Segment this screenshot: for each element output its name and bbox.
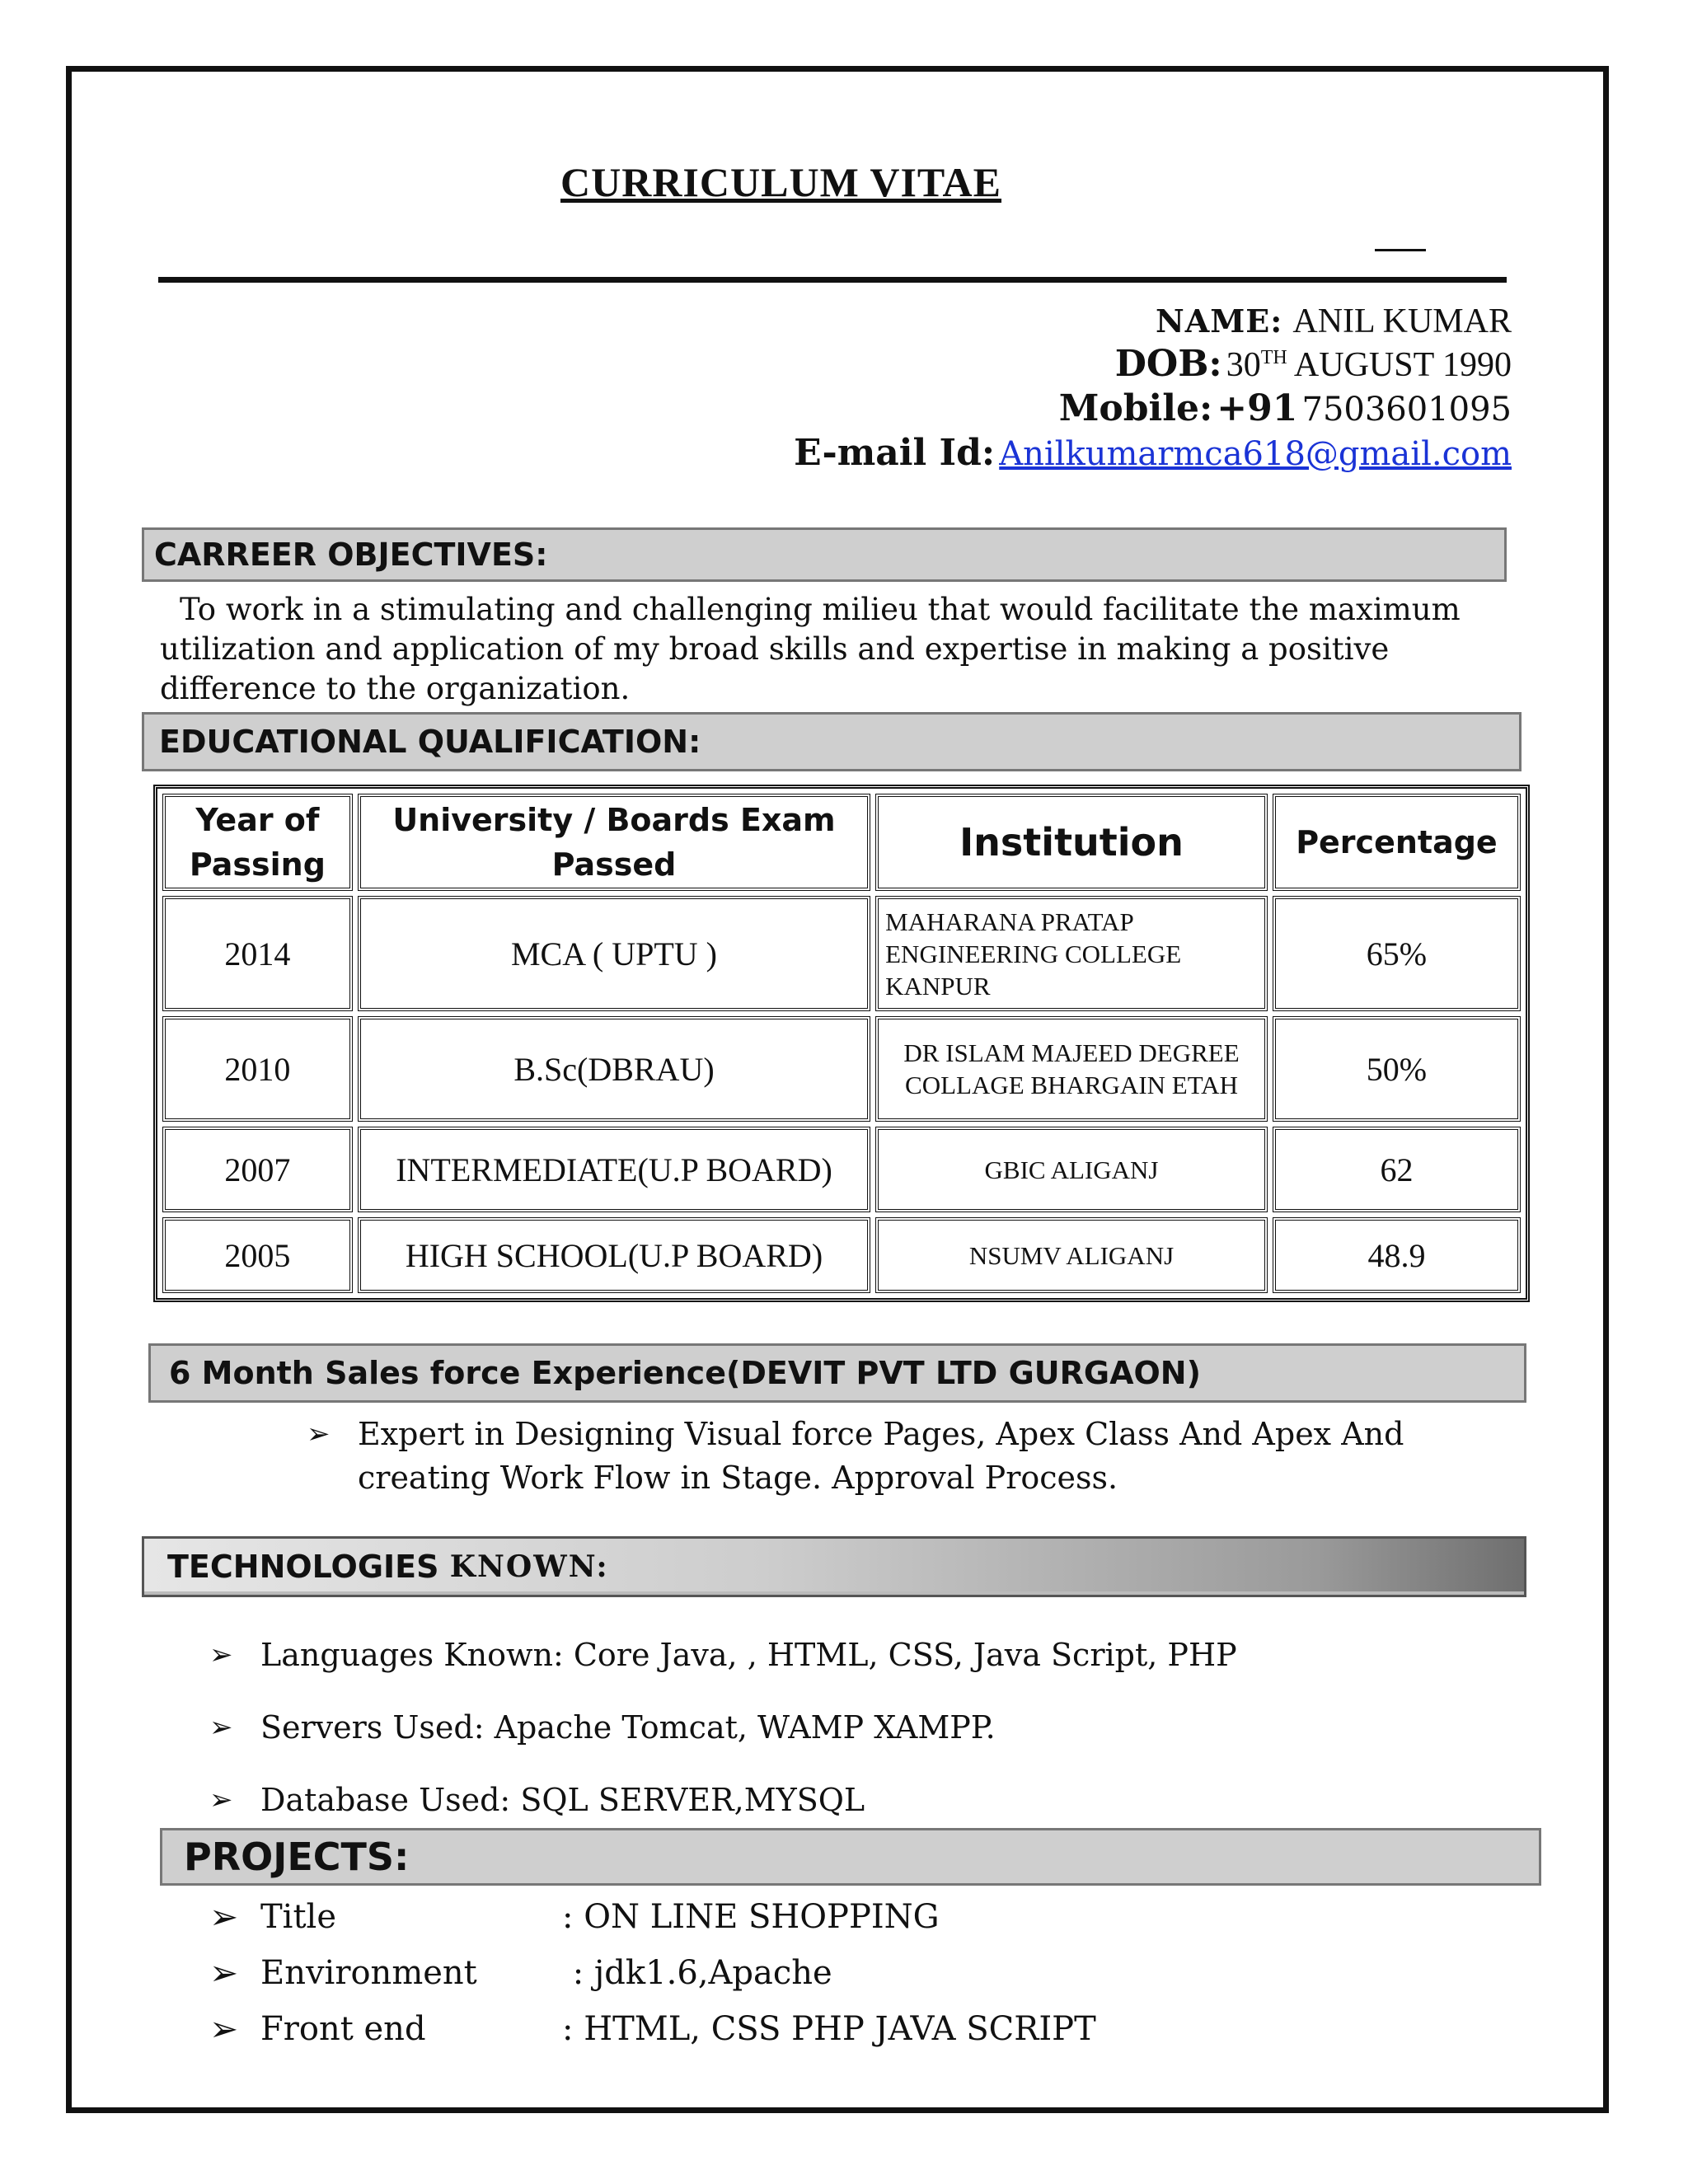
table-header-row [162, 794, 1521, 891]
arrow-bullet-icon: ➢ [209, 1711, 233, 1744]
experience-heading: 6 Month Sales force Experience(DEVIT PVT LTD GURGAON) [148, 1343, 1526, 1403]
cell-exam: MCA ( UPTU ) [358, 896, 870, 1011]
col-percentage: Percentage [1273, 794, 1521, 891]
table-row [162, 1016, 1521, 1122]
project-value: : ON LINE SHOPPING [562, 1898, 940, 1936]
cell-exam: B.Sc(DBRAU) [358, 1016, 870, 1122]
col-institution: Institution [875, 794, 1268, 891]
objective-heading: CARREER OBJECTIVES: [142, 527, 1507, 582]
short-rule [1375, 249, 1426, 251]
projects-heading: PROJECTS: [160, 1828, 1541, 1886]
dob-label: DOB: [1114, 343, 1222, 385]
experience-list [307, 1413, 1444, 1500]
projects-list [209, 1896, 1495, 2064]
cell-percentage: 62 [1273, 1127, 1521, 1212]
contact-dob [1115, 343, 1512, 385]
project-label: Title [260, 1898, 337, 1936]
cell-exam: HIGH SCHOOL(U.P BOARD) [358, 1217, 870, 1293]
dob-rest: AUGUST 1990 [1293, 346, 1512, 384]
arrow-bullet-icon: ➢ [209, 1783, 233, 1816]
list-item [209, 2008, 1495, 2064]
technologies-heading-main: TECHNOLOGIES [167, 1549, 439, 1585]
dob-value [1226, 346, 1512, 384]
arrow-bullet-icon: ➢ [209, 1952, 239, 1993]
cell-year: 2010 [162, 1016, 353, 1122]
cell-exam: INTERMEDIATE(U.P BOARD) [358, 1127, 870, 1212]
contact-email [794, 432, 1512, 474]
tech-item: Languages Known: Core Java, , HTML, CSS, Java Script, PHP [260, 1637, 1237, 1673]
list-item [209, 1708, 1495, 1780]
cell-year: 2005 [162, 1217, 353, 1293]
arrow-bullet-icon: ➢ [209, 2008, 239, 2049]
arrow-bullet-icon: ➢ [307, 1418, 331, 1451]
name-label: NAME: [1156, 302, 1283, 340]
name-value: ANIL KUMAR [1292, 302, 1512, 340]
table-row [162, 896, 1521, 1011]
header-rule [158, 277, 1507, 283]
mobile-label: Mobile: [1058, 387, 1213, 429]
col-year: Year of Passing [162, 794, 353, 891]
arrow-bullet-icon: ➢ [209, 1638, 233, 1671]
dob-sup: TH [1260, 347, 1287, 368]
cell-institution: NSUMV ALIGANJ [875, 1217, 1268, 1293]
cell-percentage: 50% [1273, 1016, 1521, 1122]
email-link[interactable]: Anilkumarmca618@gmail.com [999, 435, 1512, 473]
table-row [162, 1217, 1521, 1293]
experience-item: Expert in Designing Visual force Pages, Apex Class And Apex And creating Work Flow in Stage. Approval Process. [358, 1416, 1404, 1496]
tech-item: Database Used: SQL SERVER,MYSQL [260, 1782, 865, 1818]
list-item [209, 1952, 1495, 2008]
col-exam: University / Boards Exam Passed [358, 794, 870, 891]
project-label: Front end [260, 2010, 426, 2048]
cell-institution: GBIC ALIGANJ [875, 1127, 1268, 1212]
project-value: : HTML, CSS PHP JAVA SCRIPT [562, 2010, 1096, 2048]
objective-text: To work in a stimulating and challenging milieu that would facilitate the maximum utilization and application of my broad skills and expertise in making a positive difference to the organization. [160, 592, 1461, 706]
list-item [209, 1896, 1495, 1952]
list-item [307, 1413, 1444, 1500]
cell-year: 2014 [162, 896, 353, 1011]
page-title: CURRICULUM VITAE [560, 159, 1002, 205]
technologies-heading [142, 1536, 1526, 1597]
list-item [209, 1635, 1495, 1708]
technologies-heading-tail: KNOWN: [449, 1549, 609, 1584]
mobile-country-code: +91 [1217, 387, 1298, 429]
project-label: Environment [260, 1954, 477, 1992]
email-label: E-mail Id: [794, 432, 996, 474]
contact-name [1156, 302, 1512, 341]
education-table [153, 785, 1530, 1302]
mobile-value: 7503601095 [1301, 391, 1512, 429]
contact-mobile [1059, 387, 1512, 429]
technologies-list [209, 1635, 1495, 1853]
dob-day: 30 [1226, 346, 1261, 384]
cell-institution: MAHARANA PRATAP ENGINEERING COLLEGE KANPUR [875, 896, 1268, 1011]
arrow-bullet-icon: ➢ [209, 1896, 239, 1937]
education-heading: EDUCATIONAL QUALIFICATION: [142, 712, 1522, 771]
tech-item: Servers Used: Apache Tomcat, WAMP XAMPP. [260, 1709, 996, 1746]
project-value: : jdk1.6,Apache [562, 1954, 832, 1992]
table-row [162, 1127, 1521, 1212]
cell-percentage: 48.9 [1273, 1217, 1521, 1293]
cell-institution: DR ISLAM MAJEED DEGREE COLLAGE BHARGAIN ETAH [875, 1016, 1268, 1122]
cell-year: 2007 [162, 1127, 353, 1212]
cell-percentage: 65% [1273, 896, 1521, 1011]
